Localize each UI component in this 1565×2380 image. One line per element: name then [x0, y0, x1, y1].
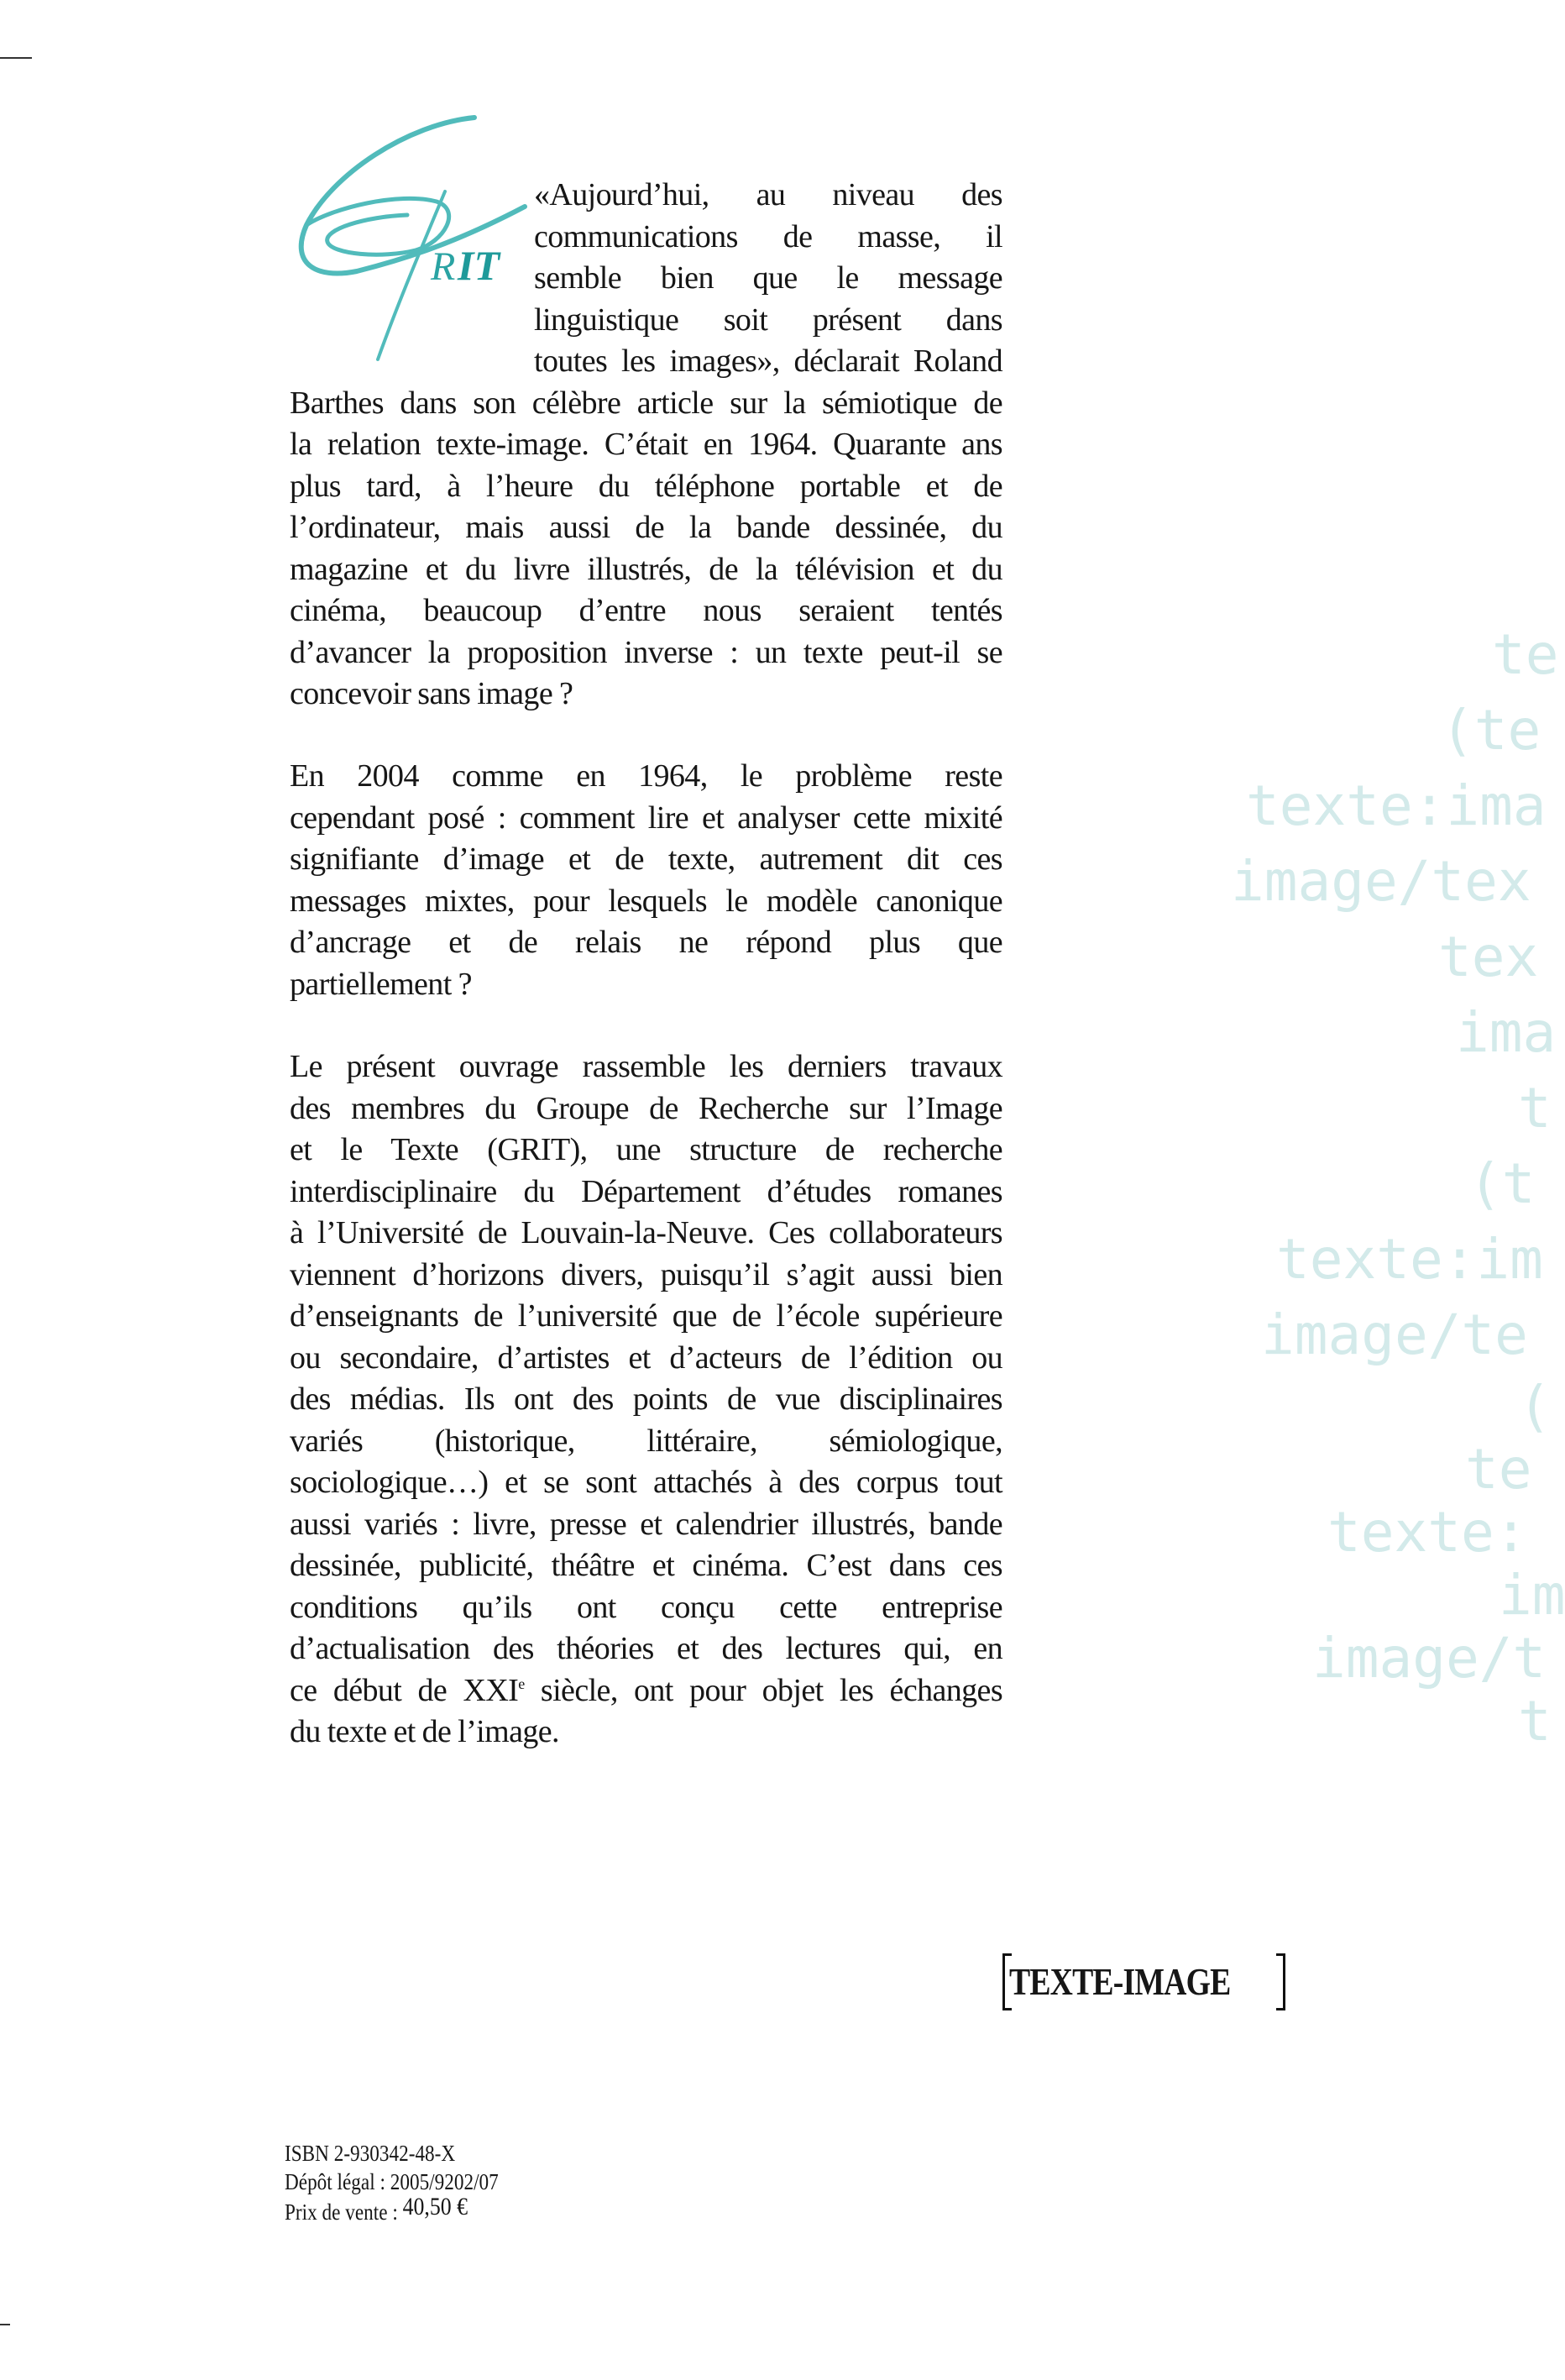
- series-logo-text: TEXTE-IMAGE: [1009, 1960, 1231, 2003]
- text-line: des médias. Ils ont des points de vue disciplinaires: [290, 1381, 1002, 1417]
- decorative-fragment: te: [1465, 1437, 1532, 1502]
- text-line: d’avancer la proposition inverse : un texte peut-il se: [290, 634, 1002, 670]
- grit-logo-r: R: [431, 244, 456, 289]
- text-fragment: siècle, ont pour objet les échanges: [524, 1672, 1003, 1708]
- decorative-fragment: t: [1518, 1076, 1552, 1140]
- text-line: cinéma, beaucoup d’entre nous seraient tentés: [290, 593, 1002, 628]
- text-line: partiellement ?: [290, 966, 472, 1002]
- decorative-fragment: (: [1518, 1374, 1552, 1439]
- paragraph-work: [290, 1046, 1002, 1754]
- text-line: dessinée, publicité, théâtre et cinéma. C’est dans ces: [290, 1548, 1002, 1583]
- decorative-fragment: tex: [1438, 925, 1539, 989]
- text-line: En 2004 comme en 1964, le problème reste: [290, 758, 1002, 794]
- text-line: du texte et de l’image.: [290, 1714, 559, 1749]
- decorative-fragment: im: [1499, 1563, 1565, 1628]
- text-line: Barthes dans son célèbre article sur la sémiotique de: [290, 385, 1002, 421]
- text-line: et le Texte (GRIT), une structure de recherche: [290, 1132, 1002, 1167]
- text-line: toutes les images», déclarait Roland: [534, 343, 1002, 379]
- text-line: Le présent ouvrage rassemble les derniers travaux: [290, 1049, 1002, 1084]
- text-line: la relation texte-image. C’était en 1964. Quarante ans: [290, 427, 1002, 462]
- grit-logo-it: IT: [458, 242, 500, 289]
- decorative-fragment: image/t: [1312, 1626, 1547, 1691]
- decorative-fragment: texte:: [1327, 1500, 1528, 1565]
- price-label: Prix de vente :: [285, 2199, 398, 2225]
- text-line: conditions qu’ils ont conçu cette entreprise: [290, 1589, 1002, 1625]
- text-line: signifiante d’image et de texte, autrement dit ces: [290, 841, 1002, 877]
- price: [285, 2193, 468, 2225]
- text-line: magazine et du livre illustrés, de la télévision et du: [290, 551, 1002, 587]
- text-line: semble bien que le message: [534, 260, 1002, 296]
- text-fragment: ce début de XXI: [290, 1672, 519, 1708]
- isbn: ISBN 2-930342-48-X: [285, 2141, 456, 2166]
- text-line: d’ancrage et de relais ne répond plus que: [290, 925, 1002, 960]
- depot-legal: Dépôt légal : 2005/9202/07: [285, 2169, 499, 2194]
- text-line: cependant posé : comment lire et analyser cette mixité: [290, 799, 1002, 836]
- superscript: e: [518, 1675, 525, 1692]
- decorative-fragment: image/te: [1261, 1303, 1528, 1367]
- decorative-fragment: image/tex: [1231, 849, 1531, 914]
- text-line: variés (historique, littéraire, sémiologique,: [290, 1423, 1002, 1459]
- text-line: d’actualisation des théories et des lectures qui, en: [290, 1631, 1002, 1666]
- text-line: interdisciplinaire du Département d’études romanes: [290, 1173, 1002, 1209]
- decorative-fragment: texte:ima: [1246, 773, 1547, 838]
- text-line: concevoir sans image ?: [290, 676, 573, 711]
- crop-mark-top: [0, 57, 32, 59]
- decorative-fragment: te: [1492, 622, 1559, 687]
- paragraph-intro: [290, 175, 1002, 716]
- decorative-fragment: texte:im: [1276, 1227, 1543, 1292]
- text-line: [290, 1670, 1002, 1712]
- text-line: l’ordinateur, mais aussi de la bande dessinée, du: [290, 510, 1002, 545]
- decorative-fragment: t: [1518, 1689, 1552, 1754]
- text-line: aussi variés : livre, presse et calendrier illustrés, bande: [290, 1506, 1002, 1542]
- text-line: plus tard, à l’heure du téléphone portable et de: [290, 468, 1002, 504]
- text-line: d’enseignants de l’université que de l’école supérieure: [290, 1298, 1002, 1334]
- text-line: linguistique soit présent dans: [534, 301, 1002, 338]
- text-line: communications de masse, il: [534, 218, 1002, 254]
- text-line: «Aujourd’hui, au niveau des: [534, 177, 1002, 212]
- text-line: viennent d’horizons divers, puisqu’il s’agit aussi bien: [290, 1256, 1002, 1292]
- text-line: ou secondaire, d’artistes et d’acteurs de l’édition ou: [290, 1339, 1002, 1376]
- text-line: messages mixtes, pour lesquels le modèle canonique: [290, 883, 1002, 919]
- decorative-fragment: ima: [1456, 1000, 1557, 1065]
- paragraph-problem: [290, 756, 1002, 1005]
- decorative-fragment: (t: [1468, 1151, 1536, 1216]
- price-value: 40,50 €: [402, 2193, 468, 2220]
- decorative-fragment: (te: [1441, 698, 1541, 763]
- text-line: à l’Université de Louvain-la-Neuve. Ces collaborateurs: [290, 1215, 1002, 1250]
- text-line: sociologique…) et se sont attachés à des corpus tout: [290, 1465, 1002, 1500]
- crop-mark-bottom: [0, 2324, 10, 2325]
- text-line: des membres du Groupe de Recherche sur l’Image: [290, 1090, 1002, 1126]
- series-logo: [1002, 1953, 1285, 2010]
